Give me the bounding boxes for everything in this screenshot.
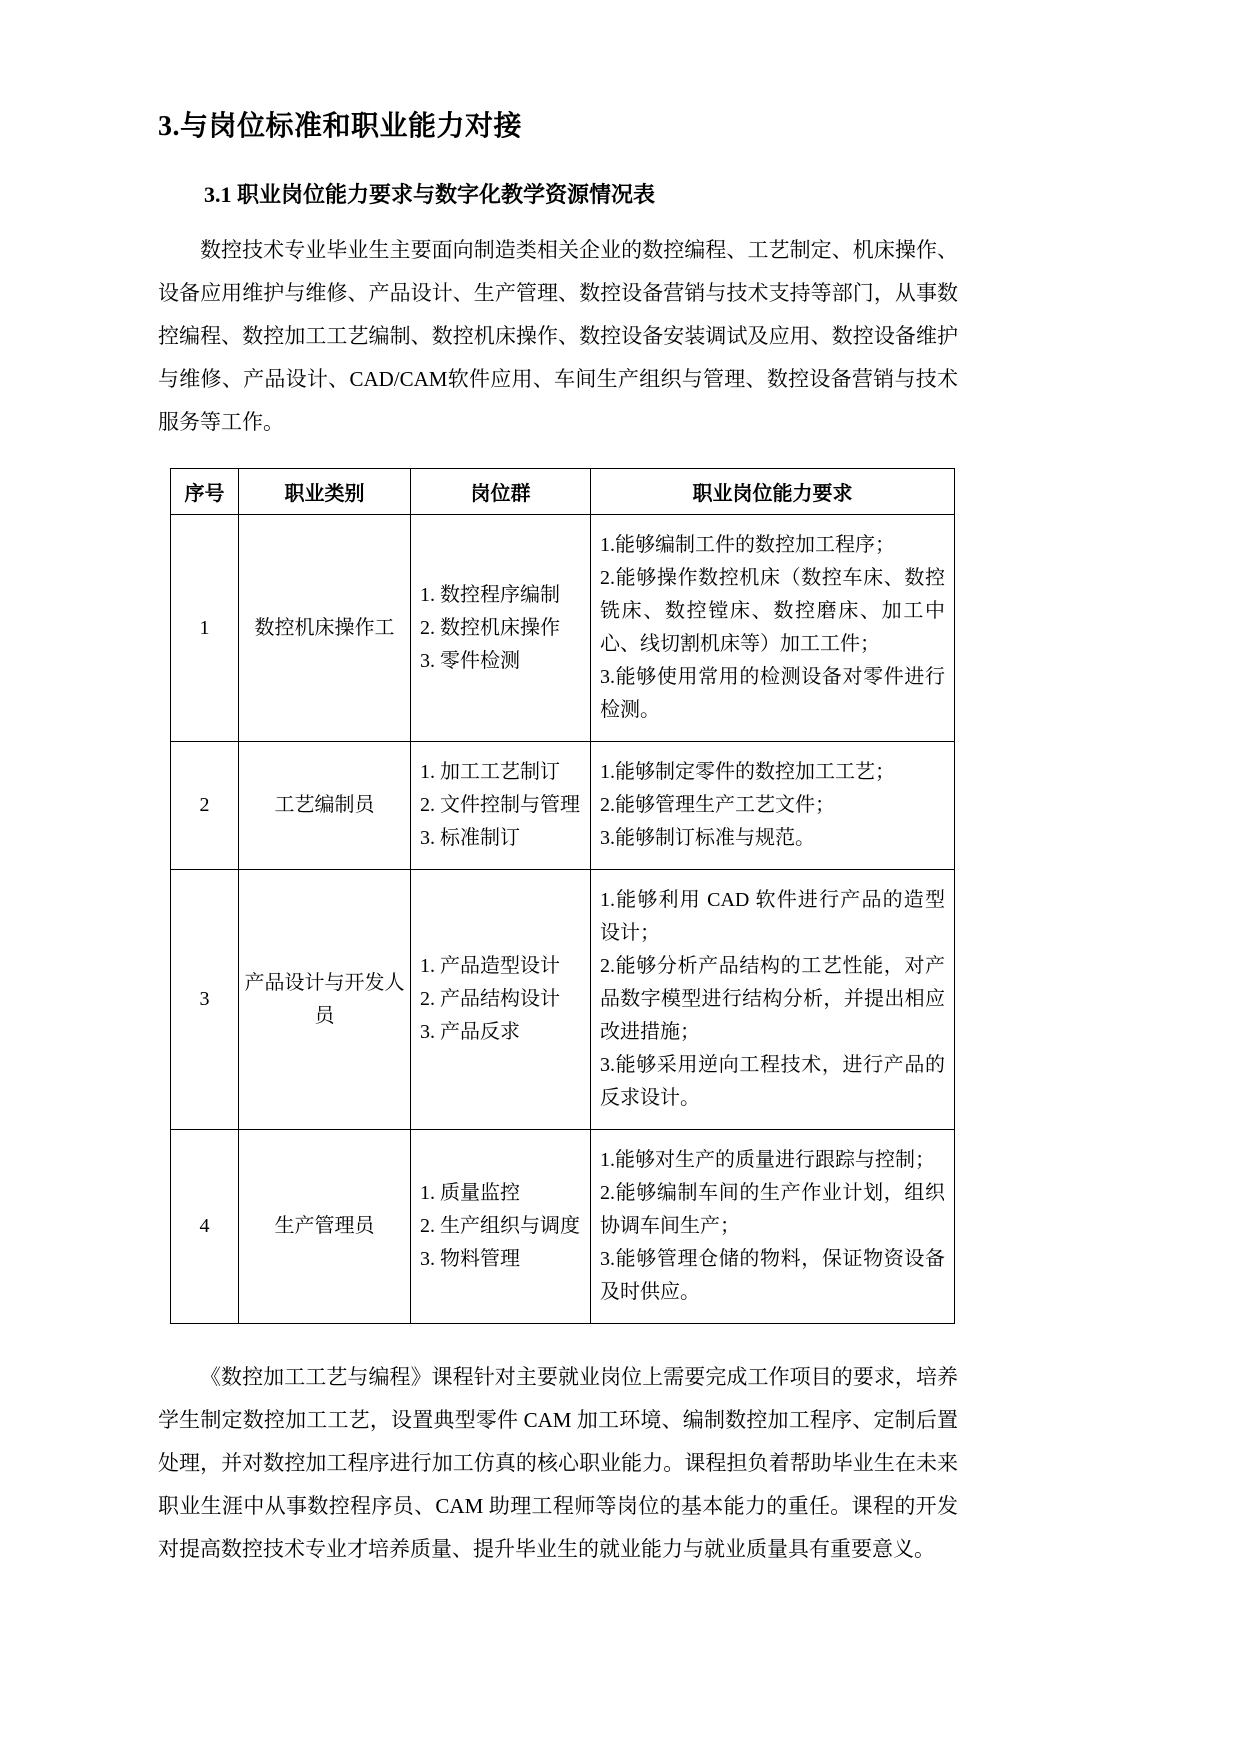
cell-category: 生产管理员 [239, 1130, 411, 1324]
requirement-item: 1.能够对生产的质量进行跟踪与控制； [600, 1149, 935, 1171]
requirement-item: 3.能够管理仓储的物料，保证物资设备及时供应。 [600, 1248, 945, 1303]
closing-paragraph: 《数控加工工艺与编程》课程针对主要就业岗位上需要完成工作项目的要求，培养学生制定数控加工工艺，设置典型零件 CAM 加工环境、编制数控加工程序、定制后置处理，并对数控加工程序进行加工仿真的核心职业能力。课程担负着帮助毕业生在未来职业生涯中从事数控程序员、CAM 助理工程师等岗位的基本能力的重任。课程的开发对提高数控技术专业才培养质量、提升毕业生的就业能力与就业质量具有重要意义。 [158, 1365, 958, 1561]
subsection-heading: 3.1 职业岗位能力要求与数字化教学资源情况表 [204, 182, 656, 207]
requirement-item: 1.能够利用 CAD 软件进行产品的造型设计； [600, 889, 945, 944]
cell-category: 数控机床操作工 [239, 515, 411, 742]
cell-requirements [591, 515, 955, 742]
table-row [171, 515, 955, 742]
table-header-row [171, 469, 955, 515]
header-category: 职业类别 [239, 469, 411, 515]
cell-requirements [591, 1130, 955, 1324]
cell-no: 4 [171, 1130, 239, 1324]
requirement-item: 2.能够分析产品结构的工艺性能，对产品数字模型进行结构分析，并提出相应改进措施； [600, 955, 945, 1043]
requirement-item: 2.能够管理生产工艺文件； [600, 794, 835, 816]
requirement-item: 1.能够编制工件的数控加工程序； [600, 534, 895, 556]
post-item: 1. 数控程序编制 [420, 583, 560, 606]
requirement-item: 2.能够操作数控机床（数控车床、数控铣床、数控镗床、数控磨床、加工中心、线切割机床等）加工工件； [600, 567, 945, 655]
cell-posts [411, 515, 591, 742]
post-item: 1. 质量监控 [420, 1182, 520, 1204]
cell-no: 1 [171, 515, 239, 742]
table-row [171, 1130, 955, 1324]
table-row [171, 742, 955, 870]
post-item: 3. 产品反求 [420, 1021, 520, 1043]
requirement-item: 2.能够编制车间的生产作业计划，组织协调车间生产； [600, 1182, 945, 1237]
section-heading: 3.与岗位标准和职业能力对接 [158, 111, 523, 142]
cell-posts [411, 870, 591, 1130]
post-item: 3. 物料管理 [420, 1248, 520, 1270]
post-item: 1. 产品造型设计 [420, 955, 560, 977]
post-item: 2. 文件控制与管理 [420, 794, 580, 816]
post-item: 2. 产品结构设计 [420, 988, 560, 1010]
job-ability-table [170, 468, 955, 1324]
post-item: 1. 加工工艺制订 [420, 761, 560, 783]
post-item: 2. 数控机床操作 [420, 616, 560, 639]
cell-no: 2 [171, 742, 239, 870]
post-item: 2. 生产组织与调度 [420, 1215, 580, 1237]
requirement-item: 3.能够制订标准与规范。 [600, 827, 815, 849]
cell-category: 产品设计与开发人员 [239, 870, 411, 1130]
cell-category: 工艺编制员 [239, 742, 411, 870]
header-posts: 岗位群 [411, 469, 591, 515]
cell-requirements [591, 742, 955, 870]
cell-no: 3 [171, 870, 239, 1130]
cell-posts [411, 1130, 591, 1324]
header-no: 序号 [171, 469, 239, 515]
table-row [171, 870, 955, 1130]
requirement-item: 1.能够制定零件的数控加工工艺； [600, 761, 895, 783]
cell-requirements [591, 870, 955, 1130]
requirement-item: 3.能够采用逆向工程技术，进行产品的反求设计。 [600, 1054, 945, 1109]
post-item: 3. 标准制订 [420, 827, 520, 849]
intro-paragraph: 数控技术专业毕业生主要面向制造类相关企业的数控编程、工艺制定、机床操作、设备应用维护与维修、产品设计、生产管理、数控设备营销与技术支持等部门，从事数控编程、数控加工工艺编制、数控机床操作、数控设备安装调试及应用、数控设备维护与维修、产品设计、CAD/CAM软件应用、车间生产组织与管理、数控设备营销与技术服务等工作。 [158, 238, 958, 434]
requirement-item: 3.能够使用常用的检测设备对零件进行检测。 [600, 666, 945, 721]
cell-posts [411, 742, 591, 870]
header-requirements: 职业岗位能力要求 [591, 469, 955, 515]
post-item: 3. 零件检测 [420, 649, 520, 672]
